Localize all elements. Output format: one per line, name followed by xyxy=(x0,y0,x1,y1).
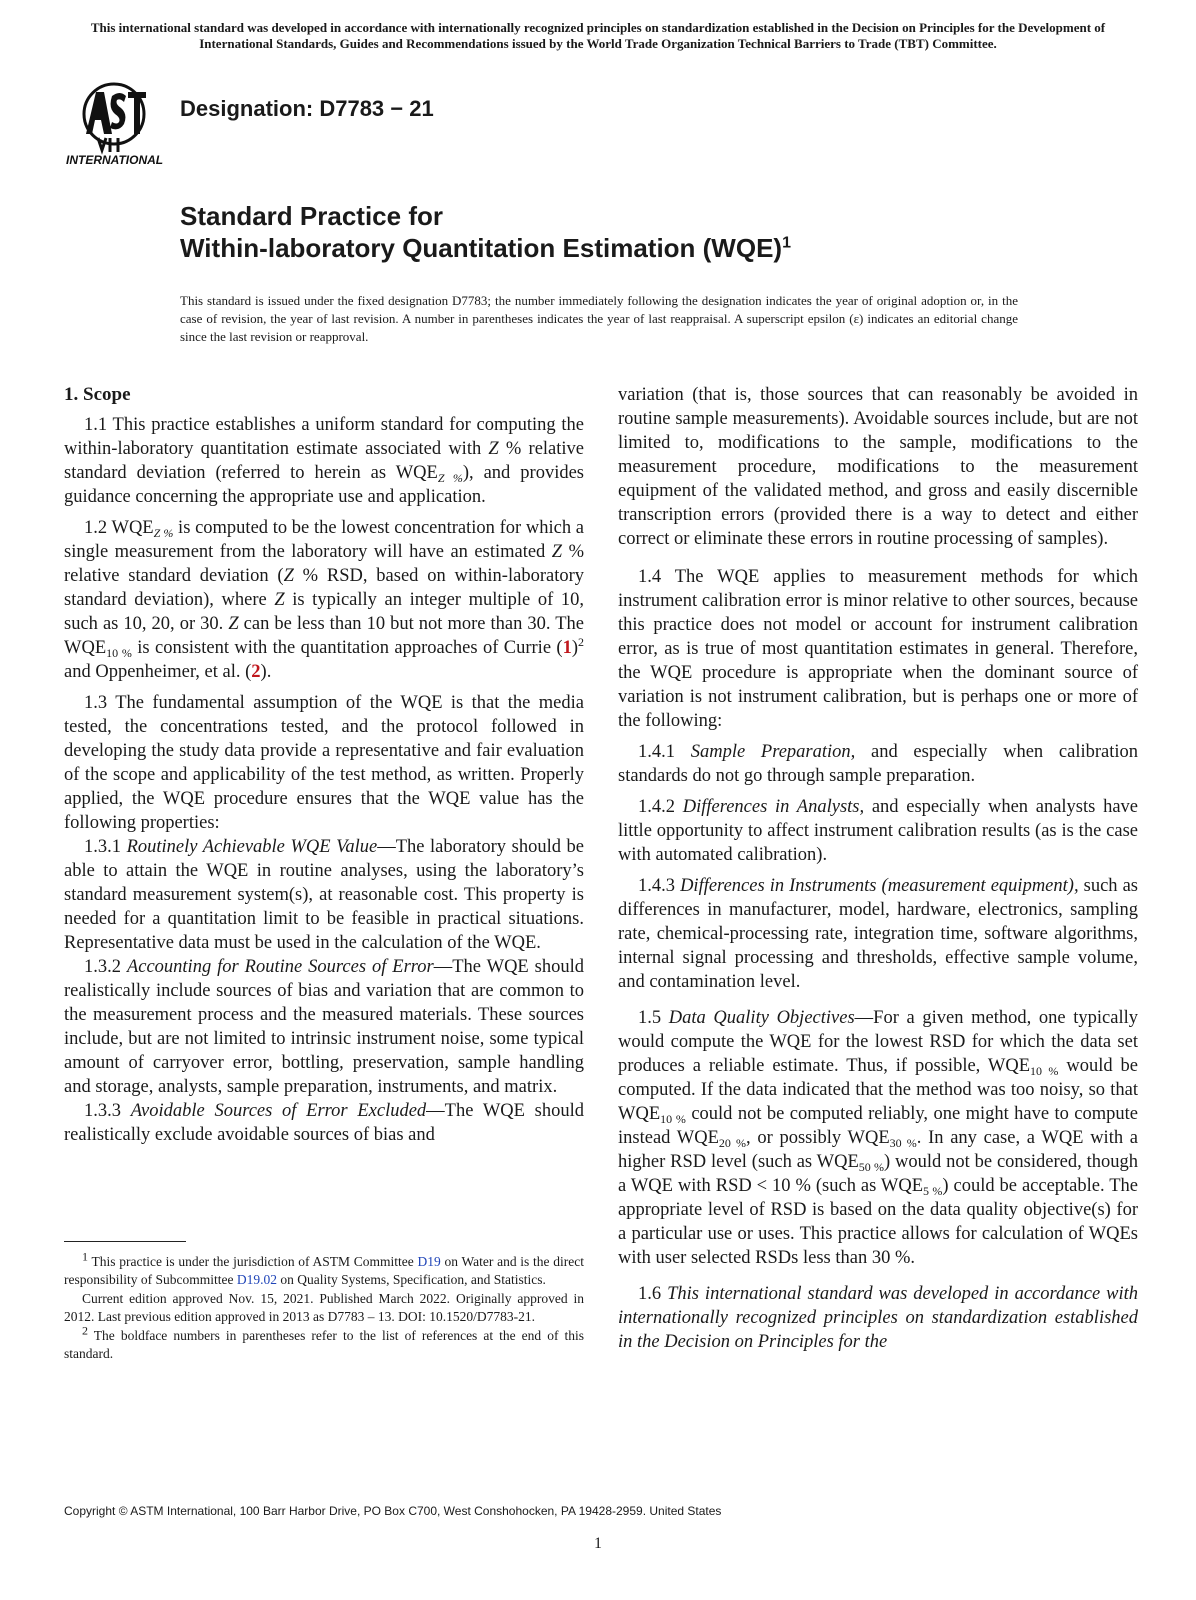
reference-link-1[interactable]: 1 xyxy=(562,638,572,658)
designation: Designation: D7783 − 21 xyxy=(180,96,434,121)
issue-note: This standard is issued under the fixed designation D7783; the number immediately following the designation indicates the year of original adoption or, in the case of revision, the year of last revision. A number in parentheses indicates the year of last reappraisal. A superscript epsilon (ε) indicates an editorial change since the last revision or reapproval. xyxy=(180,293,1018,344)
paragraph-1-3-3: 1.3.3 Avoidable Sources of Error Excluded—The WQE should realistically exclude avoidable sources of bias and xyxy=(64,1101,585,1145)
paragraph-1-5: 1.5 Data Quality Objectives—For a given method, one typically would compute the WQE for the lowest RSD for which the data set produces a reliable estimate. Thus, if possible, $WQE_{10 \%}$ would be computed. If the data indicated that the method was too noisy, so that $WQE_{10 \%}$ could not be computed reliably, one might have to compute instead $WQE_{20 \%}$, or possibly $WQE_{30 \%}$. In any case, a WQE with a higher RSD level (such as $WQE_{50 \%}$) would not be considered, though a WQE with RSD < 10 % (such as $WQE_{5 \%}$) could be acceptable. The appropriate level of RSD is based on the data quality objective(s) for a particular use or uses. This practice allows for calculation of WQEs with user selected RSDs less than 30 %. xyxy=(618,1008,1139,1268)
astm-logo-icon xyxy=(64,78,168,168)
reference-link-2[interactable]: 2 xyxy=(251,662,261,682)
paragraph-1-4-3: 1.4.3 Differences in Instruments (measurement equipment), such as differences in manufacturer, model, hardware, electronics, sampling rate, chemical-processing rate, integration time, software algorithms, internal signal processing and thresholds, effective sample volume, and contamination level. xyxy=(618,876,1139,992)
paragraph-1-3-3-continued: variation (that is, those sources that can reasonably be avoided in routine sample measurements). Avoidable sources include, but are not limited to, modifications to the sample, modifications to the measurement procedure, modifications to the measurement equipment of the validated method, and gross and easily discernible transcription errors (provided there is a way to detect and either correct or eliminate these errors in routine processing of samples). xyxy=(618,385,1138,549)
paragraph-1-1: 1.1 This practice establishes a uniform standard for computing the within-laboratory quantitation estimate associated with Z % relative standard deviation (referred to herein as $WQE_{Z \%}$), and provides guidance concerning the appropriate use and application. xyxy=(64,415,584,507)
document-title xyxy=(180,200,791,264)
title-line-2: Within-laboratory Quantitation Estimation (WQE)$^1$ xyxy=(180,233,791,263)
paragraph-1-3: 1.3 The fundamental assumption of the WQE is that the media tested, the concentrations tested, and the protocol followed in developing the study data provide a representative and fair evaluation of the scope and applicability of the test method, as written. Properly applied, the WQE procedure ensures that the WQE value has the following properties: xyxy=(64,693,584,833)
top-notice: This international standard was developed in accordance with internationally recognized principles on standardization established in the Decision on Principles for the Development of International Standards, Guides and Recommendations issued by the World Trade Organization Technical Barriers to Trade (TBT) Committee. xyxy=(90,20,1106,51)
title-footnote-mark: 1 xyxy=(782,234,791,252)
footnote-divider xyxy=(64,1241,186,1242)
paragraph-1-3-1: 1.3.1 Routinely Achievable WQE Value—The laboratory should be able to attain the WQE in routine analyses, using the laboratory’s standard measurement system(s), at reasonable cost. This property is needed for a quantitation limit to be feasible in practical situations. Representative data must be used in the calculation of the WQE. xyxy=(64,837,585,953)
paragraph-1-3-2: 1.3.2 Accounting for Routine Sources of Error—The WQE should realistically include sources of bias and variation that are common to the measurement process and the measured materials. These sources include, but are not limited to intrinsic instrument noise, some typical amount of carryover error, bottling, preservation, sample handling and storage, analysts, sample preparation, instruments, and matrix. xyxy=(64,957,585,1097)
paragraph-1-4-2: 1.4.2 Differences in Analysts, and especially when analysts have little opportunity to affect instrument calibration results (as is the case with automated calibration). xyxy=(618,797,1138,865)
paragraph-1-6: 1.6 This international standard was developed in accordance with internationally recognized principles on standardization established in the Decision on Principles for the xyxy=(618,1284,1139,1352)
page-number: 1 xyxy=(594,1535,602,1552)
footnote-1: $^1$ This practice is under the jurisdiction of ASTM Committee D19 on Water and is the direct responsibility of Subcommittee D19.02 on Quality Systems, Specification, and Statistics. xyxy=(64,1249,584,1287)
paragraph-1-4-1: 1.4.1 Sample Preparation, and especially when calibration standards do not go through sample preparation. xyxy=(618,742,1138,786)
footnotes xyxy=(64,1249,584,1364)
left-column xyxy=(64,383,584,1147)
paragraph-1-2: 1.2 $WQE_{Z \%}$ is computed to be the lowest concentration for which a single measurement from the laboratory will have an estimated Z % relative standard deviation (Z % RSD, based on within-laboratory standard deviation), where Z is typically an integer multiple of 10, such as 10, 20, or 30. Z can be less than 10 but not more than 30. The $WQE_{10 \%}$ is consistent with the quantitation approaches of Currie $(1)^2$ and Oppenheimer, et al. (2). xyxy=(64,518,585,682)
footnote-edition: Current edition approved Nov. 15, 2021. Published March 2022. Originally approved in 2012. Last previous edition approved in 2013 as D7783 – 13. DOI: 10.1520/D7783-21. xyxy=(64,1291,584,1324)
right-column xyxy=(618,383,1138,1361)
copyright-footer: Copyright © ASTM International, 100 Barr Harbor Drive, PO Box C700, West Conshohocken, PA 19428-2959. United States xyxy=(64,1504,722,1518)
committee-d19-link[interactable]: D19 xyxy=(417,1254,441,1269)
footnote-2: $^2$ The boldface numbers in parentheses refer to the list of references at the end of this standard. xyxy=(64,1323,584,1361)
paragraph-1-4: 1.4 The WQE applies to measurement methods for which instrument calibration error is minor relative to other sources, because this practice does not model or account for instrument calibration error, as is true of most quantitation estimates in general. Therefore, the WQE procedure is appropriate when the dominant source of variation is not instrument calibration, but is perhaps one or more of the following: xyxy=(618,567,1138,731)
section-heading-scope: 1. Scope xyxy=(64,384,131,405)
subcommittee-d19-02-link[interactable]: D19.02 xyxy=(236,1271,277,1287)
logo-text: INTERNATIONAL xyxy=(66,153,164,167)
title-line-1: Standard Practice for xyxy=(180,201,443,231)
